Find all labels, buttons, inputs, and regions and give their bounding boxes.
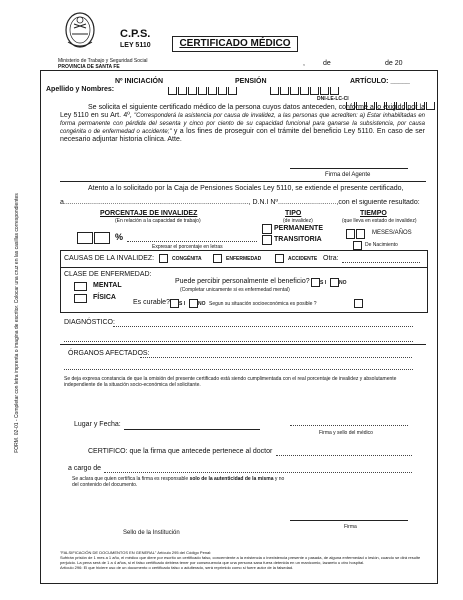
ministry-label: Ministerio de Trabajo y Seguridad Social [58,58,148,64]
organos-field-2[interactable] [64,369,413,370]
tiempo-sub: (que lleva en estado de invalidez) [342,218,417,224]
diagnostico-label: DIAGNÓSTICO: [64,319,115,326]
percibir-no-checkbox[interactable] [330,278,339,287]
request-paragraph: Se solicita el siguiente certificado médico de la persona cuyos datos anteceden, conforme a lo exigido por la Ley 5110 en su Art. 4º, "Corresponderá la asistencia por causa de invalidez, a las personas que acrediten: a) Estar inhabilitadas en forma permanente con pérdida del sesenta y cinco por ciento de su capacidad funcional para ganarse la subsistencia, por causa congénita o de enfermedad o accidente;" y a los fines de proseguir con el trámite del beneficio Ley 5110. En caso de ser necesario adjuntar historia clínica. Atte. [60,104,425,143]
de-nacimiento-label: De Nacimiento [365,242,398,248]
certifico-field[interactable] [276,455,412,456]
percibir-label: Puede percibir personalmente el beneficio? [175,278,310,285]
firma-agente-label: Firma del Agente [325,172,371,178]
porcentaje-label: PORCENTAJE DE INVALIDEZ [100,210,198,217]
apellido-label: Apellido y Nombres: [46,86,115,93]
firma-label: Firma [344,524,357,530]
organos-field-1[interactable] [140,357,412,358]
curable-no-checkbox[interactable] [189,299,198,308]
completar-note: (Completar unicamente si es enfermedad mental) [180,287,290,293]
de-nacimiento-checkbox[interactable] [353,241,362,250]
organos-label: ÓRGANOS AFECTADOS: [68,350,150,357]
congenita-label: CONGÉNITA [172,256,202,262]
transitoria-label: TRANSITORIA [274,236,322,243]
a-cargo-field[interactable] [104,472,412,473]
lugar-fecha-field[interactable] [124,429,260,430]
permanente-label: PERMANENTE [274,225,324,232]
atento-line: a..............................................................................................., D.N.I Nº..............................,con el siguiente resultado: [60,199,420,206]
tiempo-label: TIEMPO [360,210,387,217]
pension-field[interactable] [270,77,340,95]
articulo-label: ARTÍCULO: _____ [350,78,410,85]
date-comma: , [303,60,305,67]
constancia-text: Se deja expresa constancia de que la omisión del presente certificado está siendo cumplimentada con el real porcentaje de invalidez y absolutamente independiente de la situación socio-económica del solicitante. [64,376,397,388]
nro-iniciacion-label: Nº INICIACIÓN [115,78,164,85]
footer-title: "FALSIFICACIÓN DE DOCUMENTOS EN GENERAL" Artículo 295 del Código Penal: [60,550,212,555]
segun-label: Segun su situación socioeconómica es posible ? [209,301,317,307]
permanente-checkbox[interactable] [262,224,272,234]
date-de-1: de [323,60,331,67]
mental-label: MENTAL [93,282,122,289]
porcentaje-sub: (En relación a la capacidad de trabajo) [115,218,201,224]
percibir-no-label: NO [339,280,347,286]
law-label: LEY 5110 [120,42,151,49]
org-short: C.P.S. [120,28,151,40]
accidente-checkbox[interactable] [275,254,284,263]
pension-label: PENSIÓN [235,78,267,85]
curable-no-label: NO [198,301,206,307]
lugar-fecha-label: Lugar y Fecha: [74,421,121,428]
curable-si-label: S I [179,301,186,307]
diagnostico-field-1[interactable] [113,326,413,327]
certifico-label: CERTIFICO: que la firma que antecede pertenece al doctor [88,448,273,455]
fisica-label: FÍSICA [93,294,116,301]
aclara-text: Se aclara que quien certifica la firma es responsable solo de la autenticidad de la misma y no del contenido del documento. [72,476,285,488]
form-frame [40,70,438,584]
sello-institucion-label: Sello de la Institución [123,530,180,536]
meses-anos-label: MESES/AÑOS [372,230,412,236]
enfermedad-label: ENFERMEDAD [226,256,262,262]
fisica-checkbox[interactable] [74,294,87,303]
porcentaje-digit-1[interactable] [77,232,93,244]
segun-checkbox[interactable] [354,299,363,308]
firma-line [290,520,408,521]
percibir-si-label: S I [320,280,327,286]
congenita-checkbox[interactable] [159,254,168,263]
percent-sign: % [115,232,124,242]
tipo-label: TIPO [285,210,302,217]
percibir-si-checkbox[interactable] [311,278,320,287]
otra-label: Otra: [323,255,339,262]
dni-label: DNI-LE-LC-CI [317,96,349,102]
porcentaje-letras-field[interactable] [127,241,257,242]
divider-1 [60,181,426,182]
accidente-label: ACCIDENTE [288,256,318,262]
atento-paragraph: Atento a lo solicitado por la Caja de Pensiones Sociales Ley 5110, se extiende el presente certificado, [88,185,404,192]
signature-line-agente [290,168,408,169]
enfermedad-checkbox[interactable] [213,254,222,263]
nro-iniciacion-field[interactable] [168,77,238,95]
diagnostico-field-2[interactable] [64,341,413,342]
mental-checkbox[interactable] [74,282,87,291]
footer [60,550,430,570]
causas-label: CAUSAS DE LA INVALIDEZ: [64,255,155,262]
firma-medico-line [290,425,408,426]
footer-art: Artículo 296: El que hiciere uso de un documento o certificado falso o adulterado, será reprimido como si fuere autor de la falsedad. [60,565,294,570]
tiempo-digit-1[interactable] [346,229,355,239]
porcentaje-digit-2[interactable] [94,232,110,244]
province-label: PROVINCIA DE SANTA FE [58,64,120,70]
santa-fe-seal-logo [62,10,98,50]
tiempo-digit-2[interactable] [356,229,365,239]
page-title: CERTIFICADO MÉDICO [172,36,298,52]
side-form-note: FORM. 02-01 - Completar con letra imprenta o imagina de escritor. Colocar una cruz en las casillas correspondientes [14,193,20,453]
tipo-sub: (de invalidez) [283,218,313,224]
divider-2 [60,344,426,345]
expresar-label: Expresar el porcentaje en letras [152,244,223,250]
firma-sello-medico-label: Firma y sello del médico [319,430,373,436]
curable-si-checkbox[interactable] [170,299,179,308]
a-cargo-label: a cargo de [68,465,102,472]
footer-body: Sufrirán prisión de 1 mes a 1 año, el médico que diere por escrito un certificado falso, concerniente a la existencia o inexistencia presente o pasada, de alguna enfermedad o lesión, cuando se dirá resulte perjuicio. La pena será de 1 a 4 años, si el falso certificado debiera tener por consecuencia que una persona sana fuera detenida en un manicomio, lazareto u otro hospital. [60,555,421,565]
otra-field[interactable] [342,262,420,263]
curable-label: Es curable? [133,299,170,306]
transitoria-checkbox[interactable] [262,235,272,245]
clase-label: CLASE DE ENFERMEDAD: [64,271,152,278]
date-de-2: de 20 [385,60,403,67]
